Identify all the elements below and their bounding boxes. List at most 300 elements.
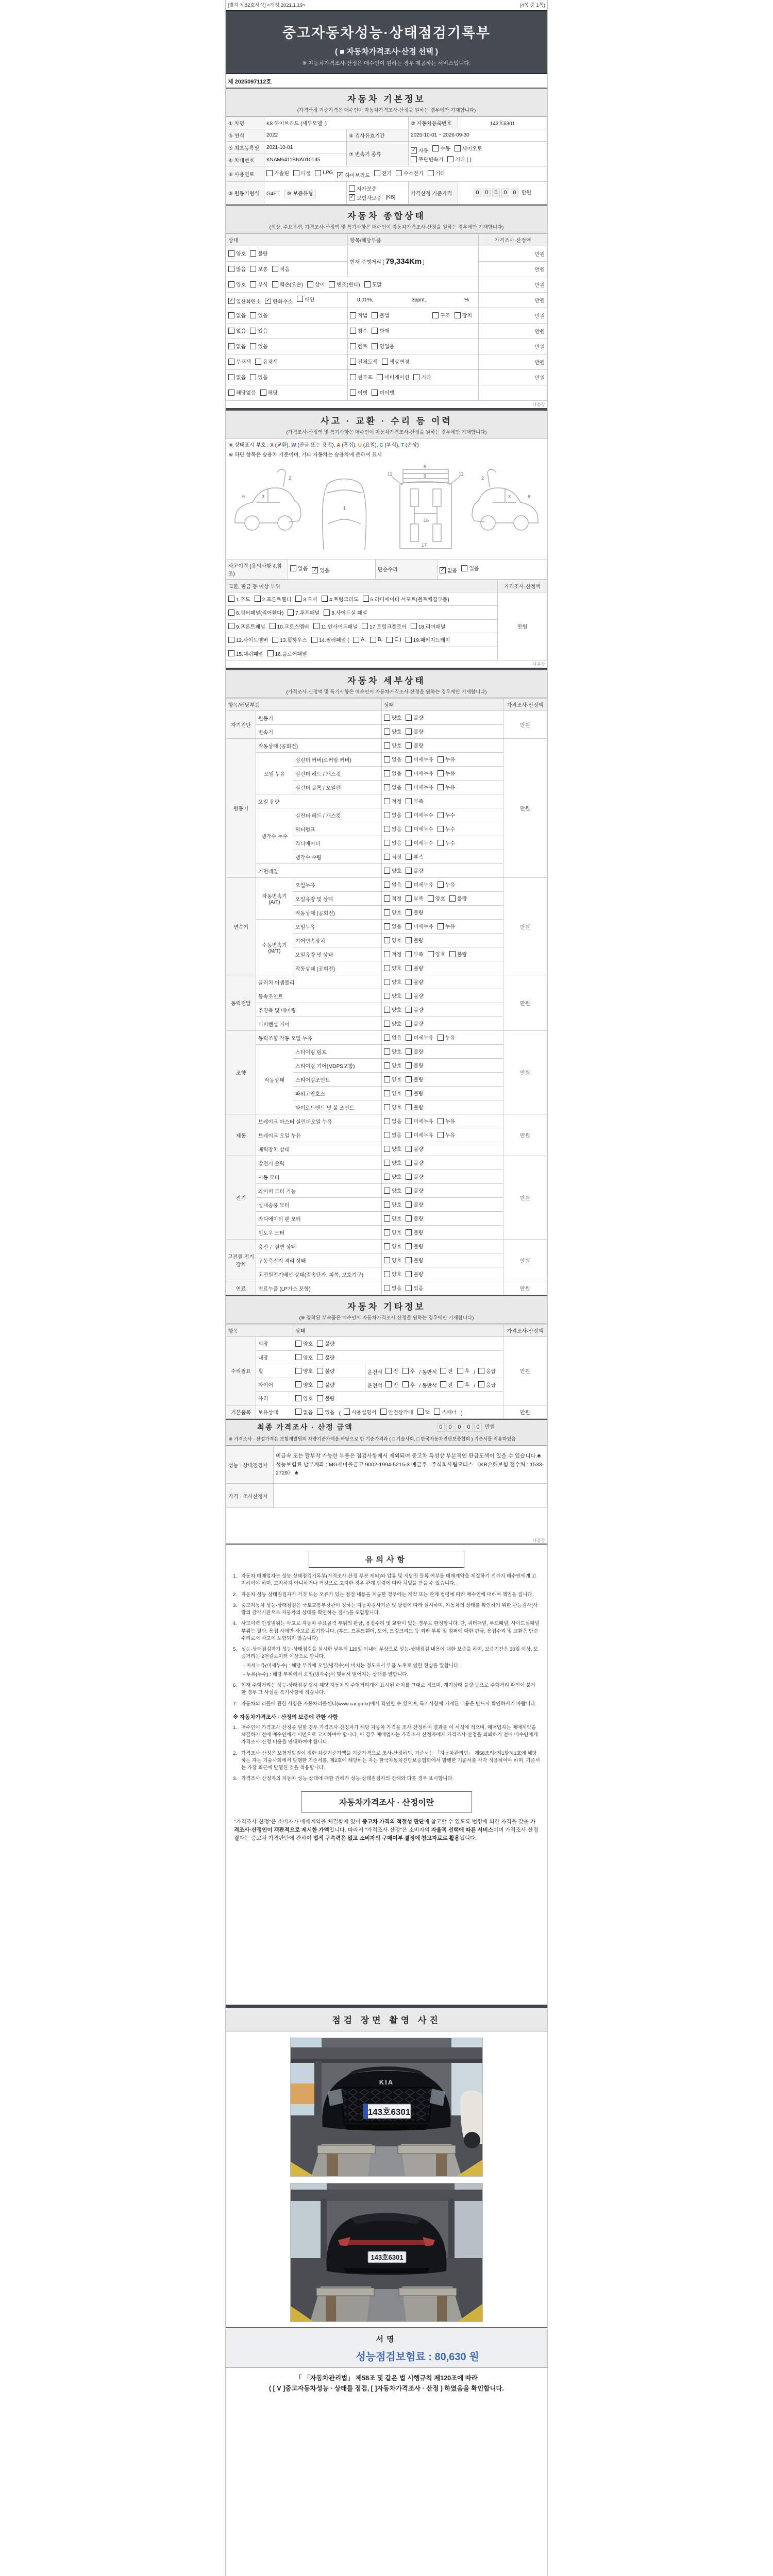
checkbox-불량[interactable] xyxy=(406,1047,423,1055)
checkbox-불량[interactable] xyxy=(406,1242,423,1250)
checkbox-양호[interactable] xyxy=(295,1394,313,1402)
checkbox-불량[interactable] xyxy=(317,1340,334,1347)
checkbox-label: 응급 xyxy=(486,1382,496,1388)
checkbox-label: 양호 xyxy=(392,1022,402,1028)
checkbox-불량[interactable] xyxy=(406,992,423,999)
checkbox-양호[interactable] xyxy=(295,1367,313,1375)
checkbox-없음[interactable] xyxy=(384,1131,401,1139)
checkbox-무단변속기[interactable] xyxy=(411,155,443,163)
checkbox-box-icon xyxy=(384,756,390,762)
checkbox-적정[interactable] xyxy=(384,797,401,805)
checkbox-label: 기타 ( ) xyxy=(455,157,472,163)
checkbox-미세누유[interactable] xyxy=(406,755,433,763)
checkbox-16.플로어패널[interactable] xyxy=(267,650,307,657)
checkbox-불량[interactable] xyxy=(406,1103,423,1111)
detail-row xyxy=(226,1198,547,1212)
checkbox-이행[interactable] xyxy=(350,388,367,396)
checkbox-미이행[interactable] xyxy=(372,388,394,396)
detail-row xyxy=(226,1212,547,1226)
checkbox-불량[interactable] xyxy=(406,1020,423,1027)
device-state xyxy=(382,808,503,822)
checkbox-해당[interactable] xyxy=(260,388,278,396)
checkbox-기타 ( )[interactable] xyxy=(447,155,472,163)
checkbox-응급[interactable] xyxy=(478,1367,496,1375)
checkbox-label: 색상변경 xyxy=(389,360,410,366)
basic-items-row xyxy=(226,1405,547,1419)
checkbox-19.패키지트레이[interactable] xyxy=(406,636,450,643)
damage-code-C: C xyxy=(379,442,383,448)
checkbox-있음[interactable] xyxy=(312,566,329,574)
checkbox-가솔린[interactable] xyxy=(266,169,289,177)
checkbox-불량[interactable] xyxy=(449,950,467,958)
checkbox-9.프론트패널[interactable] xyxy=(228,622,265,630)
checkbox-기타[interactable] xyxy=(413,373,431,381)
notice-item: 6. 현재 주행거리는 성능·상태점검 당시 해당 자동차의 주행거리계에 표시된 수치를 그대로 적으며, 계기상태 불량 등으로 주행거리 확인이 불가한 경우 그 사실을 특기사항에 적습니다. xyxy=(233,1683,536,1696)
checkbox-양호[interactable] xyxy=(384,727,401,735)
overall-row xyxy=(226,369,547,385)
signature-band xyxy=(226,2327,547,2368)
checkbox-label: 7.루프패널 xyxy=(295,611,320,616)
checkbox-불량[interactable] xyxy=(406,1075,423,1083)
checkbox-부족[interactable] xyxy=(406,797,423,805)
checkbox-label: 3.도어 xyxy=(303,597,317,603)
checkbox-불량[interactable] xyxy=(406,1145,423,1153)
device-state xyxy=(382,711,503,725)
checkbox-불량[interactable] xyxy=(317,1394,334,1402)
checkbox-불량[interactable] xyxy=(406,867,423,874)
checkbox-누수[interactable] xyxy=(438,825,455,833)
checkbox-box-icon xyxy=(384,1201,390,1208)
checkbox-양호[interactable] xyxy=(384,992,401,999)
checkbox-label: 세미오토 xyxy=(462,146,482,152)
checkbox-장치[interactable] xyxy=(455,311,472,319)
checkbox-미세누수[interactable] xyxy=(406,839,433,846)
checkbox-box-icon xyxy=(406,923,412,929)
checkbox-미세누유[interactable] xyxy=(406,880,433,888)
checkbox-box-icon xyxy=(406,742,412,749)
detail-row xyxy=(226,753,547,767)
detail-row xyxy=(226,1281,547,1295)
checkbox-양호[interactable] xyxy=(384,1256,401,1264)
checkbox-양호[interactable] xyxy=(295,1353,313,1361)
checkbox-box-icon xyxy=(384,784,390,790)
checkbox-label: 양호 xyxy=(392,1161,402,1167)
checkbox-box-icon xyxy=(478,1381,484,1387)
checkbox-많음[interactable] xyxy=(228,265,246,273)
checkbox-전기[interactable] xyxy=(374,169,392,177)
checkbox-13.휠하우스[interactable] xyxy=(272,636,307,643)
checkbox-양호[interactable] xyxy=(384,1173,401,1180)
checkbox-4.트렁크리드[interactable] xyxy=(322,595,359,603)
checkbox-양호[interactable] xyxy=(384,714,401,721)
checkbox-있음[interactable] xyxy=(461,564,479,572)
checkbox-양호[interactable] xyxy=(384,1159,401,1166)
checkbox-디젤[interactable] xyxy=(293,169,311,177)
checkbox-불량[interactable] xyxy=(406,727,423,735)
checkbox-1.후드[interactable] xyxy=(228,595,250,603)
checkbox-없음[interactable] xyxy=(384,922,401,930)
device-state xyxy=(382,1003,503,1017)
checkbox-box-icon xyxy=(428,170,434,176)
checkbox-후[interactable] xyxy=(457,1367,470,1375)
final-price-table xyxy=(226,1419,547,1434)
checkbox-없음[interactable] xyxy=(295,1408,313,1416)
checkbox-양호[interactable] xyxy=(384,1270,401,1278)
checkbox-누유[interactable] xyxy=(438,769,455,777)
checkbox-label: 양호 xyxy=(392,1077,402,1083)
checkbox-box-icon xyxy=(317,1395,323,1401)
checkbox-있음[interactable] xyxy=(406,1284,423,1292)
checkbox-없음[interactable] xyxy=(384,1284,401,1292)
checkbox-누수[interactable] xyxy=(438,811,455,819)
checkbox-미세누유[interactable] xyxy=(406,922,433,930)
checkbox-불량[interactable] xyxy=(406,1006,423,1013)
checkbox-양호[interactable] xyxy=(384,741,401,749)
checkbox-양호[interactable] xyxy=(384,908,401,916)
checkbox-렌트[interactable] xyxy=(350,342,367,350)
panel-items xyxy=(226,619,498,633)
mileage-value: 79,334Km xyxy=(385,257,422,266)
checkbox-없음[interactable] xyxy=(228,311,246,319)
checkbox-있음[interactable] xyxy=(250,327,267,334)
checkbox-있음[interactable] xyxy=(317,1408,334,1416)
checkbox-미세누유[interactable] xyxy=(406,769,433,777)
checkbox-불량[interactable] xyxy=(406,1214,423,1222)
checkbox-적정[interactable] xyxy=(384,950,401,958)
device-state xyxy=(382,989,503,1003)
checkbox-안전삼각대[interactable] xyxy=(380,1408,413,1416)
checkbox-label: 양호 xyxy=(303,1369,313,1375)
checkbox-있음[interactable] xyxy=(250,373,267,381)
checkbox-불량[interactable] xyxy=(406,936,423,944)
reg-no-label: ② 자동차등록번호 xyxy=(409,117,458,129)
checkbox-불량[interactable] xyxy=(406,1200,423,1208)
checkbox-양호[interactable] xyxy=(384,1187,401,1194)
inspector-opinion-text: 비금속 또는 탈부착 가능한 부품은 점검사항에서 제외되며 중고차 특성상 부분적인 판금도색이 있을 수 있습니다.♣ 성능보험료 납부계좌 : MG새마을금고 9002-1994-5215-3 예금주 : 주식회사팀모터스 《KB손해보험 접수처 : 1533-2729》 ♣ xyxy=(274,1446,547,1484)
checkbox-불량[interactable] xyxy=(317,1353,334,1361)
inspection-photo-front xyxy=(290,2038,483,2177)
checkbox-후[interactable] xyxy=(402,1381,415,1388)
checkbox-label: 무채색 xyxy=(236,360,251,366)
checkbox-box-icon xyxy=(406,770,412,776)
checkbox-색상변경[interactable] xyxy=(382,358,410,365)
price-digit: 0 xyxy=(446,1423,454,1432)
checkbox-기타[interactable] xyxy=(428,169,445,177)
checkbox-변조(변타)[interactable] xyxy=(329,280,360,288)
checkbox-양호[interactable] xyxy=(428,950,445,958)
checkbox-없음[interactable] xyxy=(290,564,308,572)
checkbox-label: 불량 xyxy=(413,1049,424,1056)
checkbox-18.리어패널[interactable] xyxy=(411,622,446,630)
checkbox-양호[interactable] xyxy=(295,1381,313,1388)
checkbox-양호[interactable] xyxy=(384,964,401,972)
checkbox-14.필러패널 ([interactable] xyxy=(311,636,349,643)
checkbox-매연[interactable] xyxy=(297,295,314,303)
device-item: 등속조인트 xyxy=(256,989,382,1003)
checkbox-box-icon xyxy=(406,1132,412,1138)
checkbox-label: 없음 xyxy=(236,375,246,381)
checkbox-없음[interactable] xyxy=(228,342,246,350)
checkbox-12.사이드멤버[interactable] xyxy=(228,636,268,643)
device-item: 타이로드엔드 및 볼 조인트 xyxy=(293,1100,382,1114)
checkbox-자가보증[interactable] xyxy=(349,184,377,192)
checkbox-11.인사이드패널[interactable] xyxy=(313,622,358,630)
checkbox-불량[interactable] xyxy=(449,894,467,902)
checkbox-전체도색[interactable] xyxy=(350,358,378,365)
checkbox-도말[interactable] xyxy=(364,280,382,288)
checkbox-미세누수[interactable] xyxy=(406,811,433,819)
checkbox-적음[interactable] xyxy=(272,265,290,273)
detail-row xyxy=(226,1184,547,1198)
device-state xyxy=(382,961,503,975)
checkbox-없음[interactable] xyxy=(384,880,401,888)
checkbox-label: 없음 xyxy=(236,313,246,319)
checkbox-누유[interactable] xyxy=(438,755,455,763)
checkbox-box-icon xyxy=(411,623,417,629)
checkbox-양호[interactable] xyxy=(228,249,246,257)
checkbox-없음[interactable] xyxy=(384,755,401,763)
checkbox-스패너[interactable] xyxy=(434,1408,457,1416)
checkbox-양호[interactable] xyxy=(384,1061,401,1069)
checkbox-C )[interactable] xyxy=(386,637,401,643)
checkbox-양호[interactable] xyxy=(428,894,445,902)
checkbox-네비게이션[interactable] xyxy=(377,373,409,381)
device-state xyxy=(382,878,503,892)
checkbox-양호[interactable] xyxy=(384,978,401,986)
checkbox-적정[interactable] xyxy=(384,853,401,860)
checkbox-불량[interactable] xyxy=(406,1159,423,1166)
checkbox-무채색[interactable] xyxy=(228,358,251,365)
checkbox-적법[interactable] xyxy=(350,311,367,319)
checkbox-10.크로스멤버[interactable] xyxy=(270,622,309,630)
checkbox-불량[interactable] xyxy=(406,964,423,972)
panel-price-header: 가격조사·산정액 xyxy=(498,580,547,592)
checkbox-불량[interactable] xyxy=(406,1187,423,1194)
checkbox-불량[interactable] xyxy=(406,908,423,916)
basic-items-label: 보유상태 xyxy=(256,1405,293,1419)
checkbox-누유[interactable] xyxy=(438,1131,455,1139)
detail-status-header xyxy=(226,669,547,698)
checkbox-label: 양호 xyxy=(392,980,402,986)
inspector-opinion-table xyxy=(226,1446,547,1508)
checkbox-불량[interactable] xyxy=(406,1061,423,1069)
checkbox-응급[interactable] xyxy=(478,1381,496,1388)
checkbox-사용설명서[interactable] xyxy=(344,1408,376,1416)
device-item: 오일누유 xyxy=(293,878,382,892)
notice-item: 1. 자동차 매매업자는 성능·상태점검기록부(가격조사·산정 부분 제외)와 압류 및 저당권 등록 여부를 매매계약을 체결하기 전까지 매수인에게 고지하여야 하며, 고지하지 아니하거나 거짓으로 고지한 경우 관계 법령에 따라 처벌을 받을 수 있습니다. xyxy=(233,1573,536,1587)
checkbox-없음[interactable] xyxy=(384,769,401,777)
device-item: 오일누유 xyxy=(293,920,382,934)
checkbox-수동[interactable] xyxy=(432,144,450,152)
checkbox-없음[interactable] xyxy=(384,811,401,819)
checkbox-양호[interactable] xyxy=(295,1340,313,1347)
checkbox-불량[interactable] xyxy=(317,1367,334,1375)
checkbox-양호[interactable] xyxy=(384,1145,401,1153)
inline-text: / xyxy=(474,1369,476,1376)
checkbox-2.프론트휀더[interactable] xyxy=(255,595,292,603)
checkbox-box-icon xyxy=(384,1007,390,1013)
checkbox-상이[interactable] xyxy=(307,280,325,288)
checkbox-box-icon xyxy=(384,840,390,846)
checkbox-label: 불량 xyxy=(413,1022,424,1028)
checkbox-부식[interactable] xyxy=(250,280,267,288)
checkbox-양호[interactable] xyxy=(384,936,401,944)
checkbox-box-icon xyxy=(384,770,390,776)
price-cell: 만원 xyxy=(479,323,547,338)
checkbox-양호[interactable] xyxy=(384,1020,401,1027)
checkbox-불량[interactable] xyxy=(406,1228,423,1236)
checkbox-불량[interactable] xyxy=(406,1173,423,1180)
final-price-value xyxy=(384,1419,547,1434)
checkbox-box-icon xyxy=(417,1409,424,1415)
checkbox-box-icon xyxy=(272,266,278,272)
checkbox-없음[interactable] xyxy=(384,825,401,833)
checkbox-누유[interactable] xyxy=(438,880,455,888)
inline-text: / xyxy=(474,1383,476,1389)
checkbox-label: 보험사보증 xyxy=(357,195,382,201)
checkbox-15.대쉬패널[interactable] xyxy=(228,650,263,657)
checkbox-구조[interactable] xyxy=(432,311,450,319)
checkbox-17.트렁크플로어[interactable] xyxy=(362,622,407,630)
checkbox-후[interactable] xyxy=(457,1381,470,1388)
checkbox-양호[interactable] xyxy=(384,1200,401,1208)
checkbox-불량[interactable] xyxy=(406,741,423,749)
checkbox-label: 양호 xyxy=(392,1008,402,1014)
checkbox-3.도어[interactable] xyxy=(295,595,317,603)
checkbox-없음[interactable] xyxy=(384,1033,401,1041)
device-item: 변속기 xyxy=(256,725,382,739)
checkbox-미세누유[interactable] xyxy=(406,1131,433,1139)
checkbox-불량[interactable] xyxy=(406,978,423,986)
checkbox-유채색[interactable] xyxy=(255,358,278,365)
checkbox-자동[interactable] xyxy=(411,146,428,154)
checkbox-보험사보증[interactable] xyxy=(349,194,381,201)
checkbox-부족[interactable] xyxy=(406,853,423,860)
checkbox-box-icon: ✓ xyxy=(266,298,271,303)
checkbox-하이브리드[interactable] xyxy=(337,171,369,179)
checkbox-box-icon xyxy=(228,650,234,656)
checkbox-없음[interactable] xyxy=(384,783,401,791)
checkbox-label: 양호 xyxy=(392,1063,402,1070)
checkbox-전[interactable] xyxy=(440,1367,453,1375)
checkbox-전[interactable] xyxy=(440,1381,453,1388)
checkbox-있음[interactable] xyxy=(250,311,267,319)
checkbox-불량[interactable] xyxy=(317,1381,334,1388)
checkbox-8.사이드실 패널[interactable] xyxy=(324,608,367,616)
checkbox-LPG[interactable] xyxy=(315,170,333,176)
inline-text: / 동반석 xyxy=(419,1369,437,1376)
overall-row xyxy=(226,292,547,308)
checkbox-label: 10.크로스멤버 xyxy=(277,624,309,630)
checkbox-양호[interactable] xyxy=(384,1047,401,1055)
checkbox-일산화탄소[interactable] xyxy=(228,297,261,305)
checkbox-있음[interactable] xyxy=(250,342,267,350)
checkbox-미세누유[interactable] xyxy=(406,1033,433,1041)
checkbox-box-icon xyxy=(455,145,461,151)
checkbox-미세누수[interactable] xyxy=(406,825,433,833)
checkbox-불량[interactable] xyxy=(250,249,267,257)
checkbox-양호[interactable] xyxy=(384,1089,401,1097)
checkbox-없음[interactable] xyxy=(440,566,457,574)
svg-text:16: 16 xyxy=(424,517,429,523)
checkbox-box-icon xyxy=(406,1229,412,1235)
device-state xyxy=(382,1017,503,1031)
device-state xyxy=(382,1114,503,1128)
checkbox-세미오토[interactable] xyxy=(455,144,482,152)
fuel-label: ⑧ 사용연료 xyxy=(226,166,264,182)
checkbox-없음[interactable] xyxy=(228,373,246,381)
checkbox-해당없음[interactable] xyxy=(228,388,256,396)
device-item: 커먼레일 xyxy=(256,864,382,878)
checkbox-불량[interactable] xyxy=(406,1270,423,1278)
checkbox-B,[interactable] xyxy=(370,637,382,643)
checkbox-수소전기[interactable] xyxy=(396,169,424,177)
others-row xyxy=(226,1350,547,1364)
item-cell: 0.01%, 3ppm, % xyxy=(348,292,479,308)
checkbox-훼손(오손)[interactable] xyxy=(272,280,303,288)
device-state xyxy=(382,1267,503,1281)
checkbox-label: 양호 xyxy=(392,1091,402,1097)
checkbox-양호[interactable] xyxy=(384,867,401,874)
checkbox-불량[interactable] xyxy=(406,1256,423,1264)
checkbox-보통[interactable] xyxy=(250,265,267,273)
checkbox-부족[interactable] xyxy=(406,950,423,958)
checkbox-7.루프패널[interactable] xyxy=(288,608,320,616)
checkbox-누유[interactable] xyxy=(438,1033,455,1041)
car-damage-diagrams xyxy=(226,458,547,559)
checkbox-침수[interactable] xyxy=(350,327,367,334)
checkbox-6.쿼터패널(리어휀다)[interactable] xyxy=(228,608,283,616)
checkbox-전[interactable] xyxy=(385,1367,398,1375)
checkbox-label: 훼손(오손) xyxy=(279,282,303,289)
checkbox-없음[interactable] xyxy=(228,327,246,334)
checkbox-미세누유[interactable] xyxy=(406,1117,433,1125)
checkbox-불량[interactable] xyxy=(406,714,423,721)
checkbox-양호[interactable] xyxy=(228,280,246,288)
checkbox-누유[interactable] xyxy=(438,1117,455,1125)
checkbox-양호[interactable] xyxy=(384,1228,401,1236)
checkbox-5.라디에이터 서포트(볼트체결부품)[interactable] xyxy=(363,595,449,603)
checkbox-누수[interactable] xyxy=(438,839,455,846)
checkbox-box-icon xyxy=(384,1035,390,1041)
checkbox-잭[interactable] xyxy=(417,1408,430,1416)
checkbox-양호[interactable] xyxy=(384,1006,401,1013)
checkbox-부족[interactable] xyxy=(406,894,423,902)
checkbox-양호[interactable] xyxy=(384,1103,401,1111)
checkbox-없음[interactable] xyxy=(384,839,401,846)
checkbox-누유[interactable] xyxy=(438,922,455,930)
checkbox-불량[interactable] xyxy=(406,1089,423,1097)
checkbox-후[interactable] xyxy=(402,1367,415,1375)
checkbox-탄화수소[interactable] xyxy=(265,297,293,305)
checkbox-전[interactable] xyxy=(385,1381,398,1388)
checkbox-썬루프[interactable] xyxy=(350,373,373,381)
checkbox-양호[interactable] xyxy=(384,1242,401,1250)
checkbox-양호[interactable] xyxy=(384,1214,401,1222)
checkbox-없음[interactable] xyxy=(384,1117,401,1125)
checkbox-미세누유[interactable] xyxy=(406,783,433,791)
checkbox-A,[interactable] xyxy=(353,637,365,643)
detail-row xyxy=(226,808,547,822)
checkbox-누유[interactable] xyxy=(438,783,455,791)
checkbox-불법[interactable] xyxy=(372,311,389,319)
checkbox-적정[interactable] xyxy=(384,894,401,902)
inline-text: ) xyxy=(461,1411,463,1416)
panel-items xyxy=(226,592,498,606)
checkbox-화재[interactable] xyxy=(372,327,389,334)
checkbox-영업용[interactable] xyxy=(372,342,394,350)
checkbox-양호[interactable] xyxy=(384,1075,401,1083)
